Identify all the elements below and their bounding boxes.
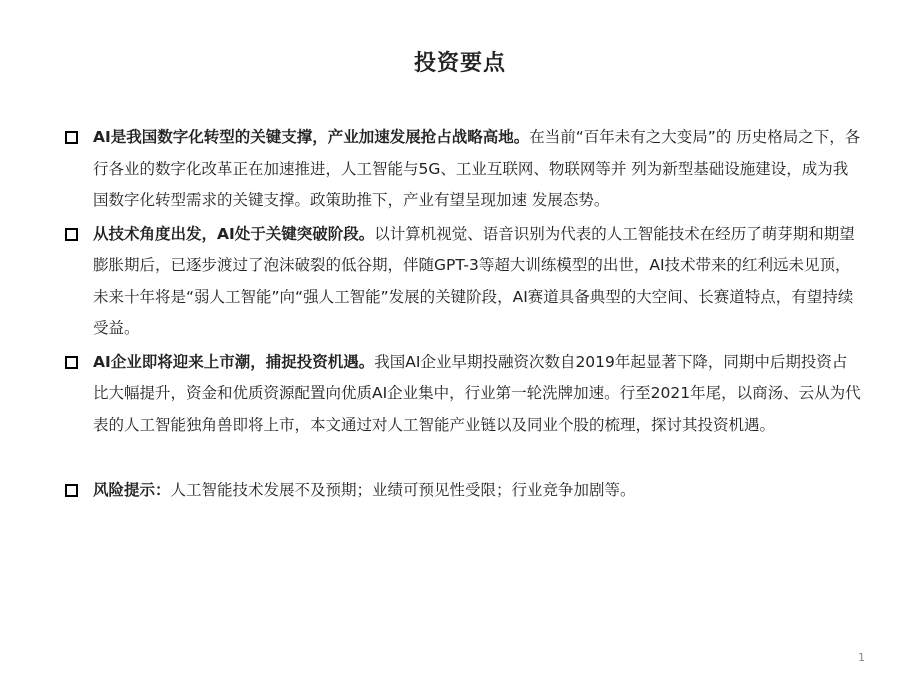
bullet-body: 在当前“百年未有之大变局”的 历史格局之下，各行各业的数字化改革正在加速推进，人工智能与5G、工业互联网、物联网等并 列为新型基础设施建设，成为我国数字化转型需求的关键支撑。政策助推下，产业有望呈现加速 发展态势。 (93, 128, 861, 209)
bullet-heading: AI企业即将迎来上市潮，捕捉投资机遇。 (93, 352, 375, 371)
checkbox-square-icon (65, 131, 78, 144)
bullet-heading: 从技术角度出发，AI处于关键突破阶段。 (93, 224, 375, 243)
bullet-heading: AI是我国数字化转型的关键支撑，产业加速发展抢占战略高地。 (93, 128, 530, 146)
risk-warning (62, 475, 862, 507)
list-item (62, 122, 862, 217)
list-item (62, 347, 862, 442)
checkbox-square-icon (65, 356, 78, 369)
page-number: 1 (858, 651, 865, 664)
checkbox-square-icon (65, 484, 78, 497)
list-item (62, 219, 862, 345)
bullet-body: 以计算机视觉、语音识别为代表的人工智能技术在经历了萌芽期和期望膨胀期后，已逐步渡过了泡沫破裂的低谷期，伴随GPT-3等超大训练模型的出世，AI技术带来的红利远未见顶，未来十年将是“弱人工智能”向“强人工智能”发展的关键阶段，AI赛道具备典型的大空间、长赛道特点，有望持续受益。 (93, 224, 855, 337)
risk-heading: 风险提示： (93, 481, 171, 499)
page-title: 投资要点 (413, 51, 506, 76)
key-points-list (62, 122, 862, 509)
risk-body: 人工智能技术发展不及预期；业绩可预见性受限；行业竞争加剧等。 (170, 481, 636, 499)
checkbox-square-icon (65, 228, 78, 241)
bullet-body: 我国AI企业早期投融资次数自2019年起显著下降，同期中后期投资占比大幅提升，资金和优质资源配置向优质AI企业集中，行业第一轮洗牌加速。行至2021年尾，以商汤、云从为代表的人工智能独角兽即将上市，本文通过对人工智能产业链以及同业个股的梳理，探讨其投资机遇。 (93, 352, 861, 434)
